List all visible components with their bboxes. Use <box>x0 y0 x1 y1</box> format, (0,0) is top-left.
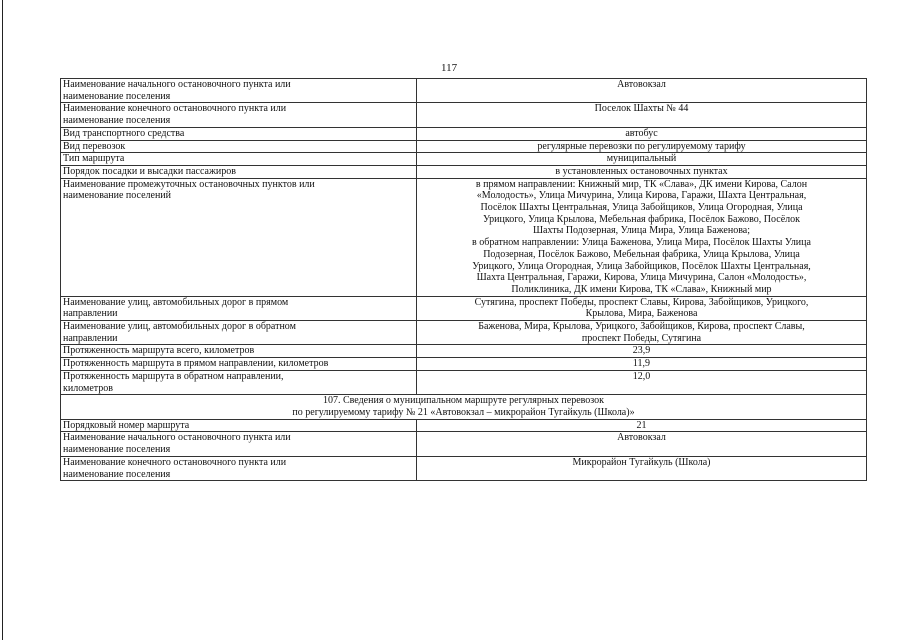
text-line: Порядковый номер маршрута <box>63 419 190 431</box>
text-line: в обратном направлении: Улица Баженова, Улица Мира, Посёлок Шахты Улица <box>472 237 811 249</box>
text-line: наименование поселений <box>63 190 172 202</box>
field-value <box>417 178 867 296</box>
text-line: Поселок Шахты № 44 <box>594 103 689 115</box>
text-line: Баженова, Мира, Крылова, Урицкого, Забойщиков, Кирова, проспект Славы, <box>478 321 805 333</box>
text-line: Наименование промежуточных остановочных пунктов или <box>63 178 315 190</box>
field-label <box>61 153 417 166</box>
field-label <box>61 296 417 320</box>
text-line: 23,9 <box>632 345 651 357</box>
field-label <box>61 370 417 394</box>
field-label <box>61 127 417 140</box>
text-line: наименование поселения <box>63 468 171 480</box>
text-line: по регулируемому тарифу № 21 «Автовокзал – микрорайон Тугайкуль (Школа)» <box>292 406 635 418</box>
field-value <box>417 140 867 153</box>
text-line: Крылова, Мира, Баженова <box>585 308 698 320</box>
field-value <box>417 370 867 394</box>
field-value <box>417 165 867 178</box>
table-row <box>61 153 867 166</box>
table-row <box>61 456 867 480</box>
route-info-table <box>60 78 867 481</box>
table-row <box>61 419 867 432</box>
text-line: Урицкого, Улица Огородная, Улица Забойщиков, Посёлок Шахты Центральная, <box>472 260 811 272</box>
text-line: Наименование улиц, автомобильных дорог в прямом <box>63 296 289 308</box>
text-line: направлении <box>63 332 118 344</box>
table-row <box>61 178 867 296</box>
page-left-border <box>2 0 3 640</box>
text-line: Наименование конечного остановочного пункта или <box>63 456 287 468</box>
text-line: автобус <box>625 127 658 139</box>
text-line: 21 <box>636 419 647 431</box>
table-row <box>61 165 867 178</box>
text-line: Шахта Центральная, Гаражи, Кирова, Улица Мичурина, Салон «Молодость», <box>476 272 807 284</box>
text-line: наименование поселения <box>63 90 171 102</box>
text-line: километров <box>63 382 113 394</box>
field-label <box>61 358 417 371</box>
text-line: наименование поселения <box>63 444 171 456</box>
text-line: Протяженность маршрута всего, километров <box>63 345 255 357</box>
table-row <box>61 321 867 345</box>
text-line: Наименование улиц, автомобильных дорог в обратном <box>63 321 296 333</box>
field-value <box>417 127 867 140</box>
text-line: Тип маршрута <box>63 153 125 165</box>
text-line: муниципальный <box>606 153 677 165</box>
text-line: 12,0 <box>632 370 651 382</box>
field-label <box>61 79 417 103</box>
table-row <box>61 127 867 140</box>
text-line: Посёлок Шахты Центральная, Улица Забойщиков, Улица Огородная, Улица <box>480 202 803 214</box>
field-label <box>61 103 417 127</box>
table-row <box>61 103 867 127</box>
text-line: Порядок посадки и высадки пассажиров <box>63 165 236 177</box>
text-line: «Молодость», Улица Мичурина, Улица Кирова, Гаражи, Шахта Центральная, <box>476 190 807 202</box>
field-label <box>61 419 417 432</box>
table-row <box>61 140 867 153</box>
text-line: 107. Сведения о муниципальном маршруте регулярных перевозок <box>322 395 605 407</box>
text-line: Урицкого, Улица Крылова, Мебельная фабрика, Посёлок Бажово, Посёлок <box>482 213 801 225</box>
field-value <box>417 296 867 320</box>
text-line: Сутягина, проспект Победы, проспект Славы, Кирова, Забойщиков, Урицкого, <box>474 296 809 308</box>
field-label <box>61 432 417 456</box>
field-value <box>417 103 867 127</box>
field-value <box>417 456 867 480</box>
field-value <box>417 321 867 345</box>
table-row <box>61 345 867 358</box>
text-line: 11,9 <box>632 358 651 370</box>
field-label <box>61 165 417 178</box>
text-line: Наименование начального остановочного пункта или <box>63 432 291 444</box>
field-label <box>61 140 417 153</box>
field-label <box>61 321 417 345</box>
field-label <box>61 178 417 296</box>
field-value <box>417 432 867 456</box>
text-line: в прямом направлении: Книжный мир, ТК «Слава», ДК имени Кирова, Салон <box>475 178 808 190</box>
text-line: Подозерная, Посёлок Бажово, Мебельная фабрика, Улица Крылова, Улица <box>483 248 800 260</box>
text-line: Поликлиника, ДК имени Кирова, ТК «Слава», Книжный мир <box>511 283 772 295</box>
text-line: Шахты Подозерная, Улица Мира, Улица Баженова; <box>532 225 751 237</box>
text-line: наименование поселения <box>63 115 171 127</box>
text-line: Наименование начального остановочного пункта или <box>63 79 291 90</box>
field-label <box>61 456 417 480</box>
text-line: регулярные перевозки по регулируемому тарифу <box>537 140 746 152</box>
text-line: Автовокзал <box>617 79 666 90</box>
text-line: Протяженность маршрута в прямом направлении, километров <box>63 358 329 370</box>
table-row <box>61 358 867 371</box>
section-header-row <box>61 395 867 419</box>
field-value <box>417 153 867 166</box>
text-line: Вид транспортного средства <box>63 127 185 139</box>
table-row <box>61 296 867 320</box>
field-value <box>417 358 867 371</box>
text-line: Наименование конечного остановочного пункта или <box>63 103 287 115</box>
table-row <box>61 370 867 394</box>
text-line: проспект Победы, Сутягина <box>581 332 702 344</box>
text-line: в установленных остановочных пунктах <box>555 165 728 177</box>
text-line: Микрорайон Тугайкуль (Школа) <box>572 456 711 468</box>
table-row <box>61 432 867 456</box>
text-line: направлении <box>63 308 118 320</box>
table-row <box>61 79 867 103</box>
page-number: 117 <box>441 62 458 74</box>
text-line: Вид перевозок <box>63 140 126 152</box>
field-value <box>417 419 867 432</box>
field-value <box>417 345 867 358</box>
text-line: Автовокзал <box>617 432 666 444</box>
field-label <box>61 345 417 358</box>
text-line: Протяженность маршрута в обратном направлении, <box>63 370 284 382</box>
section-header <box>61 395 867 419</box>
field-value <box>417 79 867 103</box>
